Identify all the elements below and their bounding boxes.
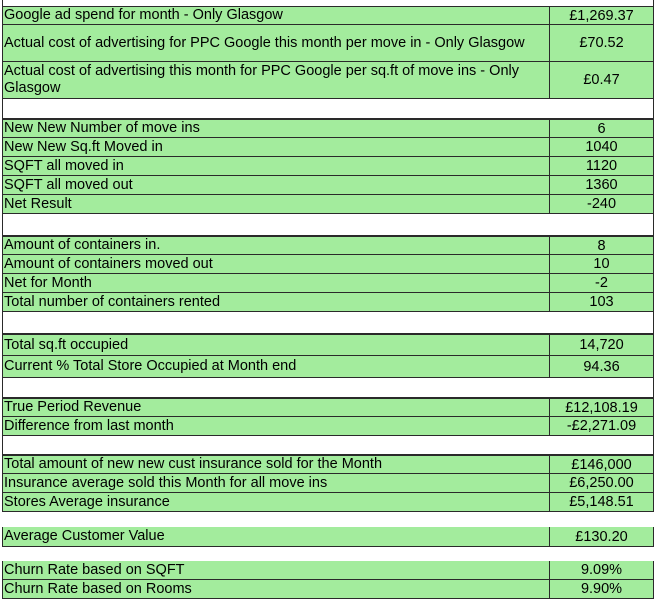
metric-value: £0.47: [583, 72, 620, 88]
table-row: [2, 255, 654, 274]
metric-label: Net Result: [3, 195, 550, 213]
metric-label: Total number of containers rented: [3, 293, 550, 311]
metric-label: Total amount of new new cust insurance sold for the Month: [3, 456, 550, 473]
metric-label: Actual cost of advertising this month for PPC Google per sq.ft of move ins - Only Glasgow: [3, 62, 550, 98]
metric-value: 10: [593, 256, 610, 272]
table-row: [2, 195, 654, 214]
table-row: [2, 25, 654, 62]
metric-value: 94.36: [583, 358, 620, 375]
metric-value: £130.20: [575, 528, 628, 545]
metric-value: 9.90%: [580, 581, 623, 597]
metric-label: Total sq.ft occupied: [3, 335, 550, 355]
metric-value: -2: [595, 275, 608, 291]
table-row: [2, 119, 654, 138]
separator-row: [2, 99, 654, 119]
metric-value: £1,269.37: [569, 7, 634, 24]
metric-value: 1120: [585, 158, 618, 174]
metric-label: Churn Rate based on SQFT: [3, 561, 550, 579]
table-row: [2, 527, 654, 547]
table-row: [2, 274, 654, 293]
separator-row: [2, 378, 654, 398]
metric-value: £5,148.51: [569, 494, 634, 510]
table-row: [2, 455, 654, 474]
metric-label: Stores Average insurance: [3, 493, 550, 511]
metric-value: 1360: [585, 177, 618, 193]
metric-value: £12,108.19: [565, 399, 638, 416]
metric-label: Current % Total Store Occupied at Month end: [3, 356, 550, 377]
table-row: [2, 138, 654, 157]
metric-value: -£2,271.09: [566, 418, 637, 434]
table-row: [2, 356, 654, 378]
metric-value: 103: [589, 294, 614, 310]
metric-label: New New Number of move ins: [3, 120, 550, 137]
metric-value: 9.09%: [580, 562, 623, 578]
metric-label: SQFT all moved out: [3, 176, 550, 194]
metric-value: 8: [597, 237, 606, 254]
metric-label: True Period Revenue: [3, 399, 550, 416]
metric-value: £146,000: [571, 456, 632, 473]
metric-value: 14,720: [579, 337, 624, 353]
table-row: [2, 157, 654, 176]
metric-label: Average Customer Value: [3, 527, 550, 546]
metric-value: 6: [597, 120, 606, 137]
separator-row: [2, 436, 654, 455]
table-row: [2, 236, 654, 255]
table-row: [2, 417, 654, 436]
metric-label: Difference from last month: [3, 417, 550, 435]
metric-value: £6,250.00: [569, 475, 634, 491]
metric-label: Google ad spend for month - Only Glasgow: [3, 7, 550, 24]
metric-value: -240: [586, 196, 617, 212]
separator-row: [2, 214, 654, 236]
table-row: [2, 493, 654, 512]
metric-label: SQFT all moved in: [3, 157, 550, 175]
metric-label: Amount of containers moved out: [3, 255, 550, 273]
table-row: [2, 176, 654, 195]
table-row: [2, 62, 654, 99]
metric-label: Amount of containers in.: [3, 237, 550, 254]
metric-label: Insurance average sold this Month for all move ins: [3, 474, 550, 492]
metric-label: Churn Rate based on Rooms: [3, 580, 550, 598]
metric-label: Net for Month: [3, 274, 550, 292]
table-row: [2, 561, 654, 580]
table-row: [2, 293, 654, 312]
table-row: [2, 334, 654, 356]
table-row: [2, 398, 654, 417]
metric-value: 1040: [585, 139, 618, 155]
table-row: [2, 6, 654, 25]
metric-value: £70.52: [579, 35, 624, 51]
table-row: [2, 580, 654, 599]
metric-label: New New Sq.ft Moved in: [3, 138, 550, 156]
table-row: [2, 474, 654, 493]
separator-row: [2, 312, 654, 334]
metric-label: Actual cost of advertising for PPC Google this month per move in - Only Glasgow: [3, 25, 550, 61]
